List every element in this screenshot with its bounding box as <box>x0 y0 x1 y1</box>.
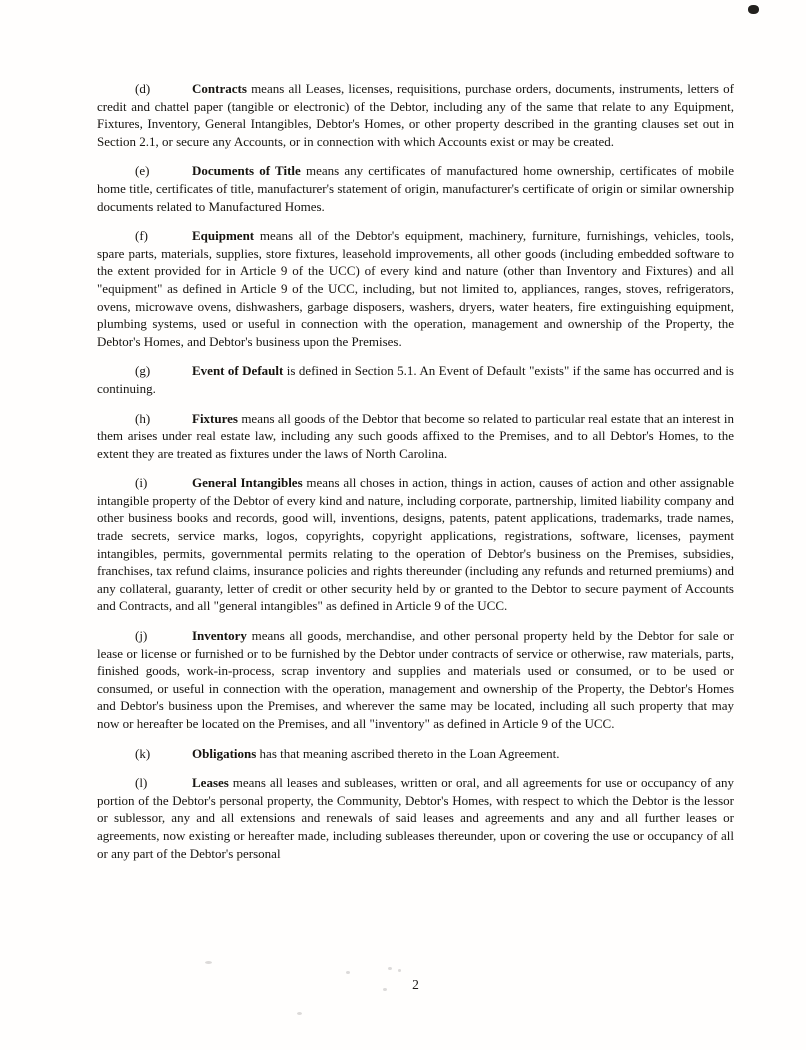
paragraph-body: means all leases and subleases, written or oral, and all agreements for use or occupancy of any portion of the Debtor's personal property, the Community, Debtor's Homes, with respect to which the Debtor is the lessor or sublessor, any and all extensions and renewals of said leases and agreements and any and all further leases or agreements, now existing or hereafter made, including subleases thereunder, upon or covering the use or occupancy of all or any part of the Debtor's personal <box>97 775 734 861</box>
paragraph-label: (h) <box>135 410 151 426</box>
definition-paragraph-obligations <box>97 745 734 763</box>
paragraph-body: means all choses in action, things in action, causes of action and other assignable intangible property of the Debtor of every kind and nature, including corporate, partnership, limited liability company and other business books and records, good will, inventions, designs, patents, patent applications, trademarks, trade names, trade secrets, service marks, logos, copyrights, copyright applications, registrations, software, licenses, payment intangibles, permits, governmental permits relating to the operation of Debtor's business on the Premises, subsidies, franchises, tax refund claims, insurance policies and rights thereunder (including any refunds and returned premiums) and any collateral, guaranty, letter of credit or other security held by or granted to the Debtor to secure payment of Accounts and Contracts, and all "general intangibles" as defined in Article 9 of the UCC. <box>97 475 734 614</box>
paragraph-label: (d) <box>135 81 151 96</box>
definition-paragraph-general-intangibles <box>97 474 734 615</box>
definition-paragraph-contracts <box>97 80 734 150</box>
definition-paragraph-leases <box>97 774 734 862</box>
scan-artifact <box>346 971 350 974</box>
defined-term: Fixtures <box>192 410 238 426</box>
paragraph-label: (g) <box>135 363 151 379</box>
defined-term: Event of Default <box>192 363 284 379</box>
definition-paragraph-event-of-default <box>97 362 734 397</box>
definition-paragraph-inventory <box>97 627 734 733</box>
scan-artifact <box>748 5 759 14</box>
defined-term: Contracts <box>192 81 247 96</box>
paragraph-body: means all of the Debtor's equipment, machinery, furniture, furnishings, vehicles, tools, spare parts, materials, supplies, store fixtures, leasehold improvements, all other goods (including embedded software to the extent provided for in Article 9 of the UCC) of every kind and nature (other than Inventory and Fixtures) and all "equipment" as defined in Article 9 of the UCC, including, but not limited to, appliances, ranges, stoves, refrigerators, ovens, microwave ovens, dishwashers, garbage disposers, washers, dryers, water heaters, fire extinguishing equipment, plumbing systems, used or useful in connection with the operation, management and ownership of the Property, the Debtor's Homes, and Debtor's business upon the Premises. <box>97 228 734 349</box>
defined-term: Documents of Title <box>192 163 301 179</box>
paragraph-body: means all Leases, licenses, requisitions, purchase orders, documents, instruments, letters of credit and chattel paper (tangible or electronic) of the Debtor, including any of the same that relate to any Equipment, Fixtures, Inventory, General Intangibles, Debtor's Homes, or other property described in the granting clauses set out in Section 2.1, or secure any Accounts, or in connection with which Accounts exist or may be created. <box>97 81 734 149</box>
paragraph-body: means all goods of the Debtor that become so related to particular real estate that an interest in them arises under real estate law, including any such goods affixed to the Premises, and to all Debtor's Homes, to the extent they are treated as fixtures under the laws of North Carolina. <box>97 410 734 461</box>
paragraph-label: (j) <box>135 628 148 644</box>
page-number: 2 <box>412 977 419 992</box>
paragraph-label: (l) <box>135 775 148 791</box>
definition-paragraph-fixtures <box>97 410 734 463</box>
defined-term: Equipment <box>192 228 255 244</box>
scan-artifact <box>205 961 212 964</box>
scan-artifact <box>383 988 387 991</box>
paragraph-body: means all goods, merchandise, and other personal property held by the Debtor for sale or lease or license or furnished or to be furnished by the Debtor under contracts of service or otherwise, raw materials, parts, finished goods, work-in-process, scrap inventory and supplies and materials used or consumed, or to be used or consumed, or useful in connection with the operation, management and ownership of the Property, the Debtor's Homes and Debtor's business upon the Premises, and wherever the same may be located, including all such property that may now or hereafter be located on the Premises, and all "inventory" as defined in Article 9 of the UCC. <box>97 628 734 731</box>
paragraph-label: (k) <box>135 745 151 761</box>
defined-term: General Intangibles <box>192 475 303 491</box>
defined-term: Leases <box>192 775 229 791</box>
paragraph-body: is defined in Section 5.1. An Event of Default "exists" if the same has occurred and is continuing. <box>97 363 734 396</box>
scan-artifact <box>297 1012 302 1015</box>
paragraph-body: has that meaning ascribed thereto in the Loan Agreement. <box>256 745 560 761</box>
paragraph-body: means any certificates of manufactured home ownership, certificates of mobile home title, certificates of title, manufacturer's statement of origin, manufacturer's certificate of origin or similar ownership documents related to Manufactured Homes. <box>97 163 734 214</box>
definition-paragraph-equipment <box>97 227 734 350</box>
scan-artifact <box>388 967 392 970</box>
definition-paragraph-documents-of-title <box>97 162 734 215</box>
paragraph-label: (f) <box>135 228 148 244</box>
scan-artifact <box>398 969 401 972</box>
paragraph-label: (i) <box>135 475 148 491</box>
defined-term: Obligations <box>192 745 257 761</box>
document-body <box>97 80 734 874</box>
defined-term: Inventory <box>192 628 247 644</box>
paragraph-label: (e) <box>135 163 150 179</box>
